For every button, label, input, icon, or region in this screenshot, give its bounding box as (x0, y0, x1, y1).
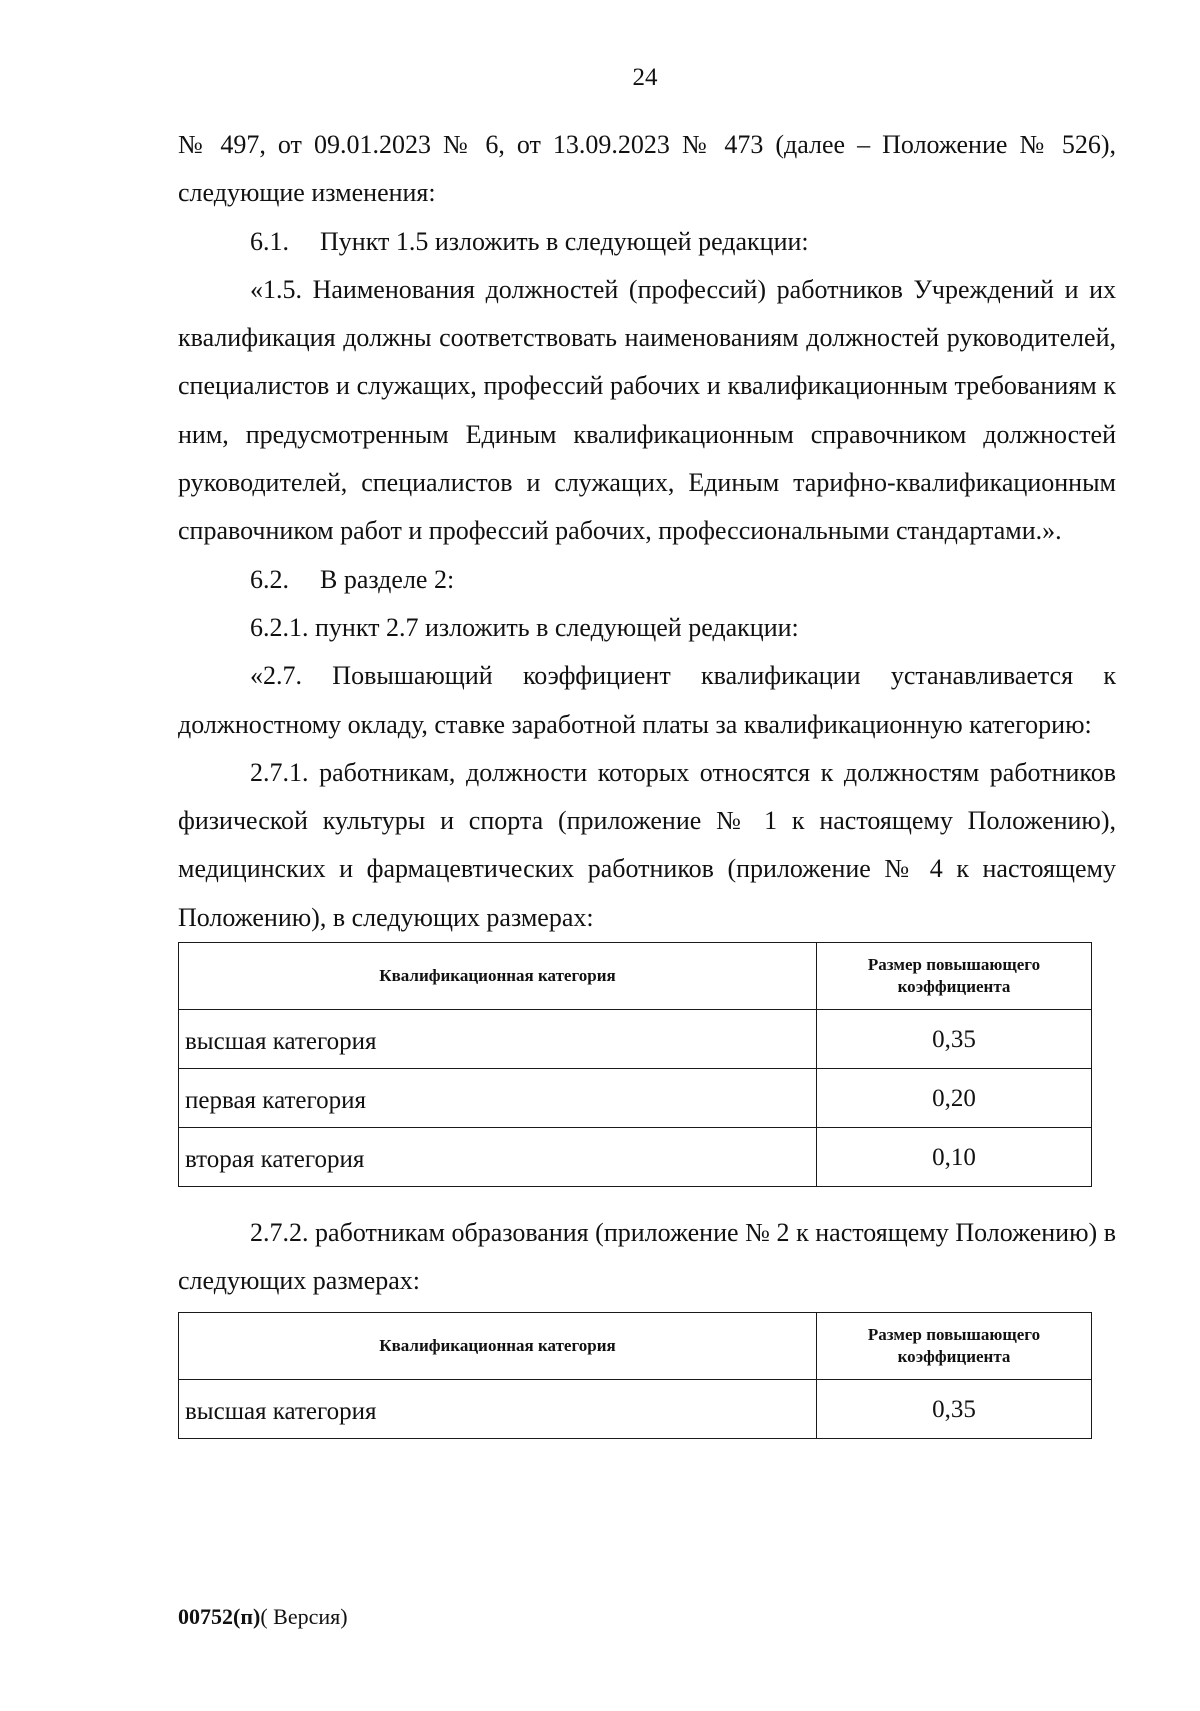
header-size-line1: Размер повышающего (867, 1324, 1041, 1344)
item-text: В разделе 2: (320, 564, 455, 594)
category-cell: высшая категория (179, 1010, 817, 1069)
paragraph-6-2 (178, 556, 1116, 604)
header-size-line1: Размер повышающего (867, 955, 1041, 975)
qualification-table-2 (178, 1312, 1092, 1439)
category-cell: вторая категория (179, 1128, 817, 1187)
header-size (817, 943, 1092, 1010)
table-row (179, 1010, 1092, 1069)
table-row (179, 1128, 1092, 1187)
page-number: 24 (632, 64, 658, 91)
document-version: ( Версия) (260, 1604, 348, 1629)
value-cell: 0,35 (817, 1379, 1092, 1438)
item-text: Пункт 1.5 изложить в следующей редакции: (320, 226, 809, 256)
value-cell: 0,35 (817, 1010, 1092, 1069)
table-header-row (179, 1312, 1092, 1379)
header-size (817, 1312, 1092, 1379)
paragraph-2-7: «2.7. Повышающий коэффициент квалификации устанавливается к должностному окладу, ставке заработной платы за квалификационную категорию: (178, 661, 1116, 739)
item-number: 6.2. (250, 564, 289, 594)
paragraph-6-1 (178, 218, 1116, 266)
header-size-line2: коэффициента (897, 1346, 1011, 1366)
document-body (178, 121, 1116, 1439)
table-row (179, 1379, 1092, 1438)
table-row (179, 1069, 1092, 1128)
table-header-row (179, 943, 1092, 1010)
document-code: 00752(п) (178, 1604, 261, 1629)
qualification-table-1 (178, 942, 1092, 1187)
category-cell: высшая категория (179, 1379, 817, 1438)
paragraph-continuation: № 497, от 09.01.2023 № 6, от 13.09.2023 № 473 (далее – Положение № 526), следующие изменения: (178, 130, 1116, 208)
category-cell: первая категория (179, 1069, 817, 1128)
value-cell: 0,10 (817, 1128, 1092, 1187)
paragraph-1-5: «1.5. Наименования должностей (профессий) работников Учреждений и их квалификация должны соответствовать наименованиям должностей руководителей, специалистов и служащих, профессий рабочих и квалификационным требованиям к ним, предусмотренным Единым квалификационным справочником должностей руководителей, специалистов и служащих, Единым тарифно-квалификационным справочником работ и профессий рабочих, профессиональными стандартами.». (178, 274, 1116, 546)
item-number: 6.1. (250, 226, 289, 256)
value-cell: 0,20 (817, 1069, 1092, 1128)
paragraph-2-7-1: 2.7.1. работникам, должности которых относятся к должностям работников физической культуры и спорта (приложение № 1 к настоящему Положению), медицинских и фармацевтических работников (приложение № 4 к настоящему Положению), в следующих размерах: (178, 757, 1116, 932)
header-size-line2: коэффициента (897, 977, 1011, 997)
paragraph-2-7-2: 2.7.2. работникам образования (приложение № 2 к настоящему Положению) в следующих размерах: (178, 1218, 1116, 1296)
document-footer (178, 1604, 348, 1630)
header-category: Квалификационная категория (179, 943, 817, 1010)
header-category: Квалификационная категория (179, 1312, 817, 1379)
paragraph-6-2-1: 6.2.1. пункт 2.7 изложить в следующей редакции: (250, 612, 799, 642)
